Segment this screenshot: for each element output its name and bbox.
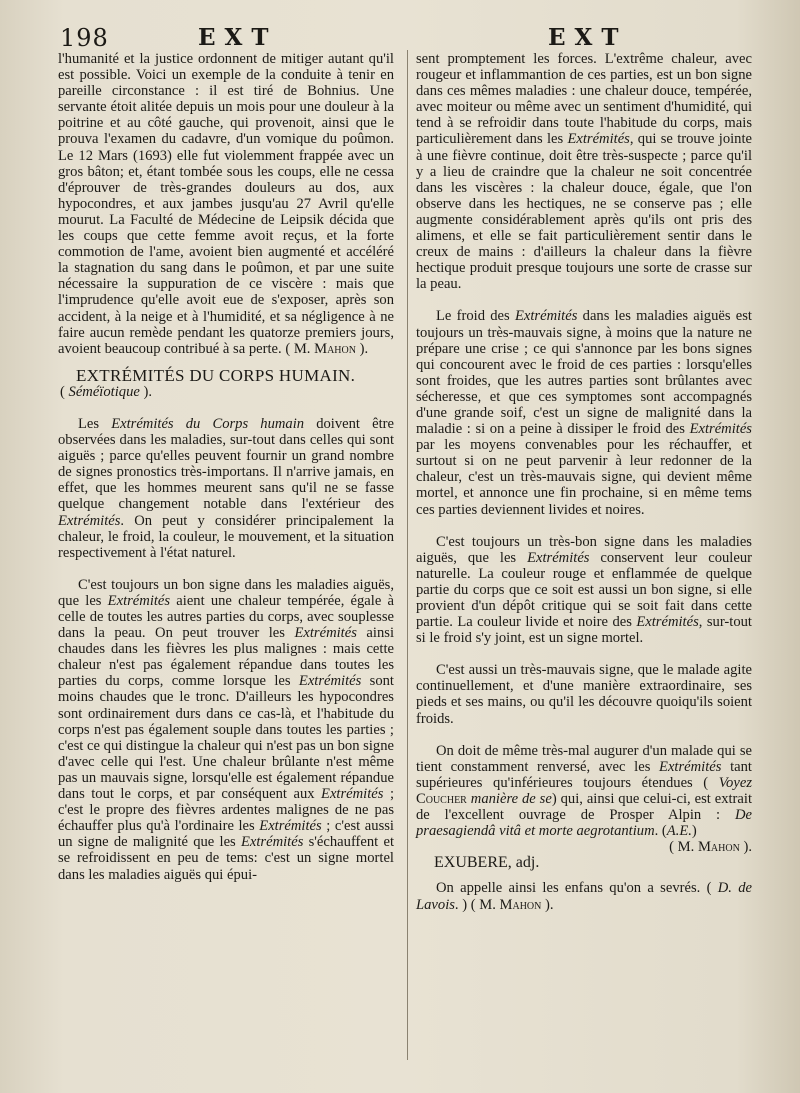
paragraph [416,662,752,726]
text-run: l'humanité et la justice ordonnent de mitiger autant qu'il est possible. Voici un exemple de la conduite à tenir en pareille circonstance : il est tiré de Bohnius. Une servante étoit alitée depuis un mois pour une douleur à la poitrine et au côté gauche, qui provenoit, ainsi que le prouva l'examen du cadavre, d'un vomique du poûmon. Le 12 Mars (1693) elle fut violemment frappée avec un gros bâton; et, étant tombée sous les coups, elle ne cessa d'éprouver de très-grandes douleurs au dos, aux hypocondres, et aux jambes jusqu'au 27 Avril qu'elle mourut. La Faculté de Médecine de Leipsik décida que les coups que cette femme avoit reçus, et la forte commotion de l'ame, avoient bien augmenté et accéléré la stagnation du sang dans le poûmon, et par une suite nécessaire la suppuration de ce viscère : mais que l'imprudence qu'elle avoit eue de s'exposer, après son accident, à la neige et à l'humidité, et sa négligence à ne faire aucun remède pendant les quatorze premiers jours, avoient beaucoup contribué à sa perte. ( M. [58,51,394,357]
text-run: tant supérieures qu'inférieures toujours étendues ( [416,758,752,791]
italic-term: Extrémités [259,818,322,835]
text-run: , qui se trouve jointe à une fièvre continue, doit être très-suspecte ; parce qu'il y a lieu de craindre que la chaleur ne soit concentrée dans les viscères : la chaleur douce, égale, que l'on observe dans les hectiques, ne se conserve pas ; elle augmente considérablement après qu'ils ont pris des alimens, et elle se fait particulièrement sentir dans le creux de mains : d'ailleurs la chaleur dans la fièvre hectique produit presque toujours une sorte de crasse sur la peau. [416,131,752,293]
italic-term: D. de Lavois [416,880,752,913]
italic-term: Extrémités [567,131,630,148]
author-signature [416,839,752,855]
text-run: , sur-tout si le froid s'y joint, est un signe mortel. [416,614,752,647]
source-abbrev: A.E. [666,823,692,840]
paragraph [416,743,752,840]
page-header [0,24,800,54]
text-run: sont moins chaudes que le tronc. D'ailleurs les hypocondres sont ordinairement durs dans ce cas-là, et l'habitude du corps n'est pas également souple dans toutes les parties ; c'est ce qui distingue la chaleur qui n'est pas un bon signe d'avec celle qui l'est. Une chaleur brûlante n'est même pas un mauvais signe, lorsqu'elle est également répandue dans tout le corps, et par conséquent aux [58,673,394,803]
text-run: . ( [654,823,667,840]
text-run: ( M. [669,839,698,856]
spacer [58,400,394,416]
text-run: . On peut y considérer principalement la chaleur, le froid, la couleur, le mouvement, et la situation respectivement à l'état naturel. [58,512,394,561]
text-run: C'est aussi un très-mauvais signe, que le malade agite continuellement, et d'une manière extraordinaire, ses pieds et ses mains, ou qu'il les découvre quoiqu'ils soient froids. [416,662,752,727]
italic-term: Extrémités [527,549,590,566]
section-title: EXTRÉMITÉS DU CORPS HUMAIN. [76,365,356,385]
latin-title: De praesagiendâ vitâ et morte aegrotantium [416,807,752,840]
section-subtitle-text: Séméïotique [68,383,140,400]
column-divider [407,50,408,1060]
text-run: Le froid des [436,308,515,325]
text-run: ; c'est aussi un signe de malignité que les [58,818,394,851]
entry-heading: EXUBERE, adj. [434,854,540,872]
text-run: par les moyens convenables pour les réchauffer, et surtout si on ne peut parvenir à leur redonner de la chaleur, c'est un très-mauvais signe, qui devient même mortel, et annonce une fin prochaine, si en même tems ces parties deviennent livides et noires. [416,437,752,518]
paragraph [416,534,752,647]
paragraph [416,880,752,912]
text-run: dans les maladies aiguës est toujours un très-mauvais signe, à moins que la nature ne prépare une crise ; ce qui s'annonce par les bons signes qui concourent avec le froid de ces parties : lorsqu'elles sont froides, que les autres parties sont brûlantes avec sécheresse, et que ces symptomes sont accompagnés d'une grande soif, c'est un signe de malignité dans la maladie : si on a peine à dissiper le froid des [416,308,752,438]
paragraph-continuation [416,51,752,292]
text-run: aient une chaleur tempérée, égale à celle de toutes les autres parties du corps, avec souplesse dans la peau. On peut trouver les [58,592,394,642]
text-run: ). [355,340,369,357]
text-run: sent promptement les forces. L'extrême chaleur, avec rougeur et inflammantion de ces parties, est un bon signe dans ces mêmes maladies : une chaleur douce, tempérée, avec moiteur ou même avec un sentiment d'humidité, qui tend à se refroidir dans toute l'habitude du corps, mais particulièrement dans les [416,51,752,148]
italic-term: Extrémités [636,614,699,631]
text-run: C'est toujours un très-bon signe dans les maladies aiguës, que les [416,533,752,566]
italic-term: Extrémités [298,673,362,690]
text-run: C'est toujours un bon signe dans les maladies aiguës, que les [58,576,394,609]
page-number: 198 [60,24,109,52]
text-run: s'échauffent et se refroidissent en peu de tems: c'est un signe mortel dans les maladies aiguës qui épui- [58,834,395,883]
italic-term: Extrémités [240,834,304,851]
italic-term: Extrémités [107,592,171,609]
text-run: ). [739,839,752,856]
italic-term: Extrémités [514,308,578,325]
paragraph-continuation [58,51,394,357]
italic-term: Extrémités [321,786,384,803]
running-head-left: EXT [198,24,278,51]
italic-term: Extrémités [58,512,121,529]
spacer [58,357,394,366]
text-run: doivent être observées dans les maladies, sur-tout dans celles qui sont aiguës ; parce qu'elles peuvent fournir un grand nombre de signes pronostics très-importans. Il n'arrive jamais, en effet, que les hommes meurent sans qu'il ne se fasse quelque changement notable dans l'extérieur des [58,415,394,513]
text-run: conservent leur couleur naturelle. La couleur rouge et enflammée de quelque partie du corps que ce soit est aussi un bon signe, si elle provient d'un dépôt critique qui se soit fait dans cette partie. La couleur livide et noire des [416,549,752,631]
italic-term: Extrémités [659,758,722,775]
running-head-right: EXT [548,24,628,51]
spacer [416,646,752,662]
paragraph [58,577,394,883]
section-subtitle: ( Séméïotique ). [60,383,153,400]
italic-term: Extrémités [689,421,752,438]
text-run: ) qui, ainsi que celui-ci, est extrait de l'excellent ouvrage de Prosper Alpin : [416,790,753,824]
right-column [416,51,752,913]
text-run: On appelle ainsi les enfans qu'on a sevrés. ( [436,880,718,897]
spacer [58,561,394,577]
italic-term: Voyez [718,774,752,791]
paragraph [58,416,394,561]
author-name: Mahon [697,839,740,856]
text-run: ; c'est le propre des fièvres ardentes malignes de ne pas échauffer plus qu'à l'ordinaire les [58,786,394,835]
spacer [416,518,752,534]
text-run: ainsi chaudes dans les fièvres les plus malignes : mais cette chaleur n'est pas également répandue dans toutes les parties du corps, comme lorsque les [58,625,394,690]
italic-term: manière de se [466,790,552,807]
text-run: On doit de même très-mal augurer d'un malade qui se tient constamment renversé, avec les [416,742,752,775]
spacer [416,727,752,743]
author-name: Mahon [499,896,542,913]
italic-term: Extrémités du Corps humain [111,415,305,432]
author-name: Mahon [314,340,356,357]
paragraph [416,308,752,517]
text-run: ). [541,896,554,913]
text-run: Les [78,415,112,432]
cross-reference: Coucher [416,790,467,807]
italic-term: Extrémités [294,625,357,642]
text-run: ) [691,823,697,840]
spacer [416,871,752,880]
spacer [416,292,752,308]
left-column [58,51,394,883]
text-run: . ) ( M. [454,896,500,913]
